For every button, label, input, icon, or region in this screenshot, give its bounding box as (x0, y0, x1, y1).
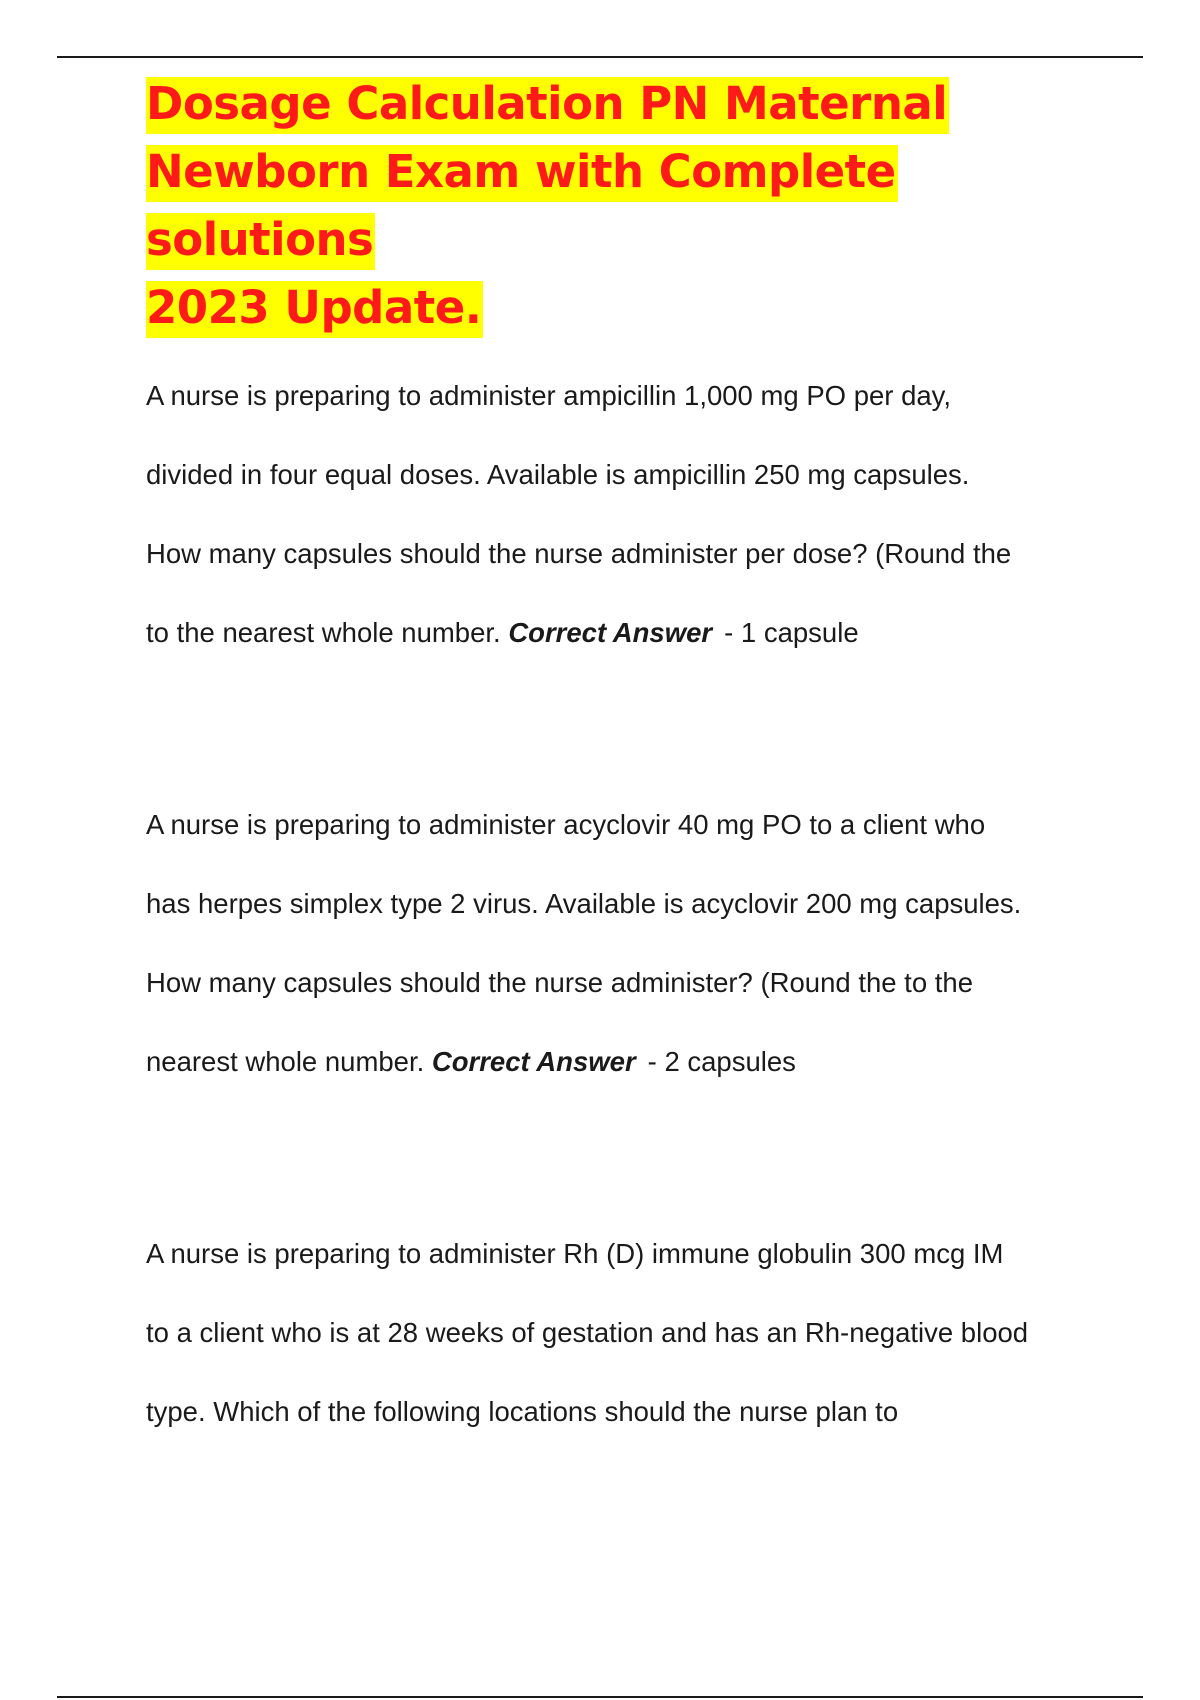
question-2-line-2: has herpes simplex type 2 virus. Available is acyclovir 200 mg capsules. (146, 888, 1022, 919)
title-line-2: Newborn Exam with Complete solutions (146, 145, 898, 270)
question-1-line-3: How many capsules should the nurse administer per dose? (Round the (146, 538, 1012, 569)
question-2-answer: - 2 capsules (647, 1046, 796, 1077)
question-1-answer: - 1 capsule (724, 617, 859, 648)
question-1 (146, 356, 1106, 672)
document-title (146, 70, 1106, 342)
top-rule (57, 56, 1143, 58)
document-body (146, 70, 1106, 1451)
question-2-line-4: nearest whole number. (146, 1046, 432, 1077)
title-line-1: Dosage Calculation PN Maternal (146, 77, 949, 134)
question-2-line-1: A nurse is preparing to administer acyclovir 40 mg PO to a client who (146, 809, 986, 840)
bottom-rule (57, 1696, 1143, 1698)
title-line-3: 2023 Update. (146, 281, 483, 338)
correct-answer-label: Correct Answer (508, 617, 713, 648)
question-1-line-1: A nurse is preparing to administer ampicillin 1,000 mg PO per day, (146, 380, 952, 411)
question-2-line-3: How many capsules should the nurse administer? (Round the to the (146, 967, 973, 998)
question-3 (146, 1214, 1106, 1451)
correct-answer-label: Correct Answer (431, 1046, 636, 1077)
question-1-line-2: divided in four equal doses. Available is ampicillin 250 mg capsules. (146, 459, 970, 490)
question-3-line-1: A nurse is preparing to administer Rh (D) immune globulin 300 mcg IM (146, 1238, 1004, 1269)
question-2 (146, 785, 1106, 1101)
question-3-line-2: to a client who is at 28 weeks of gestation and has an Rh-negative blood (146, 1317, 1029, 1348)
question-1-line-4: to the nearest whole number. (146, 617, 509, 648)
question-3-line-3: type. Which of the following locations should the nurse plan to (146, 1396, 899, 1427)
